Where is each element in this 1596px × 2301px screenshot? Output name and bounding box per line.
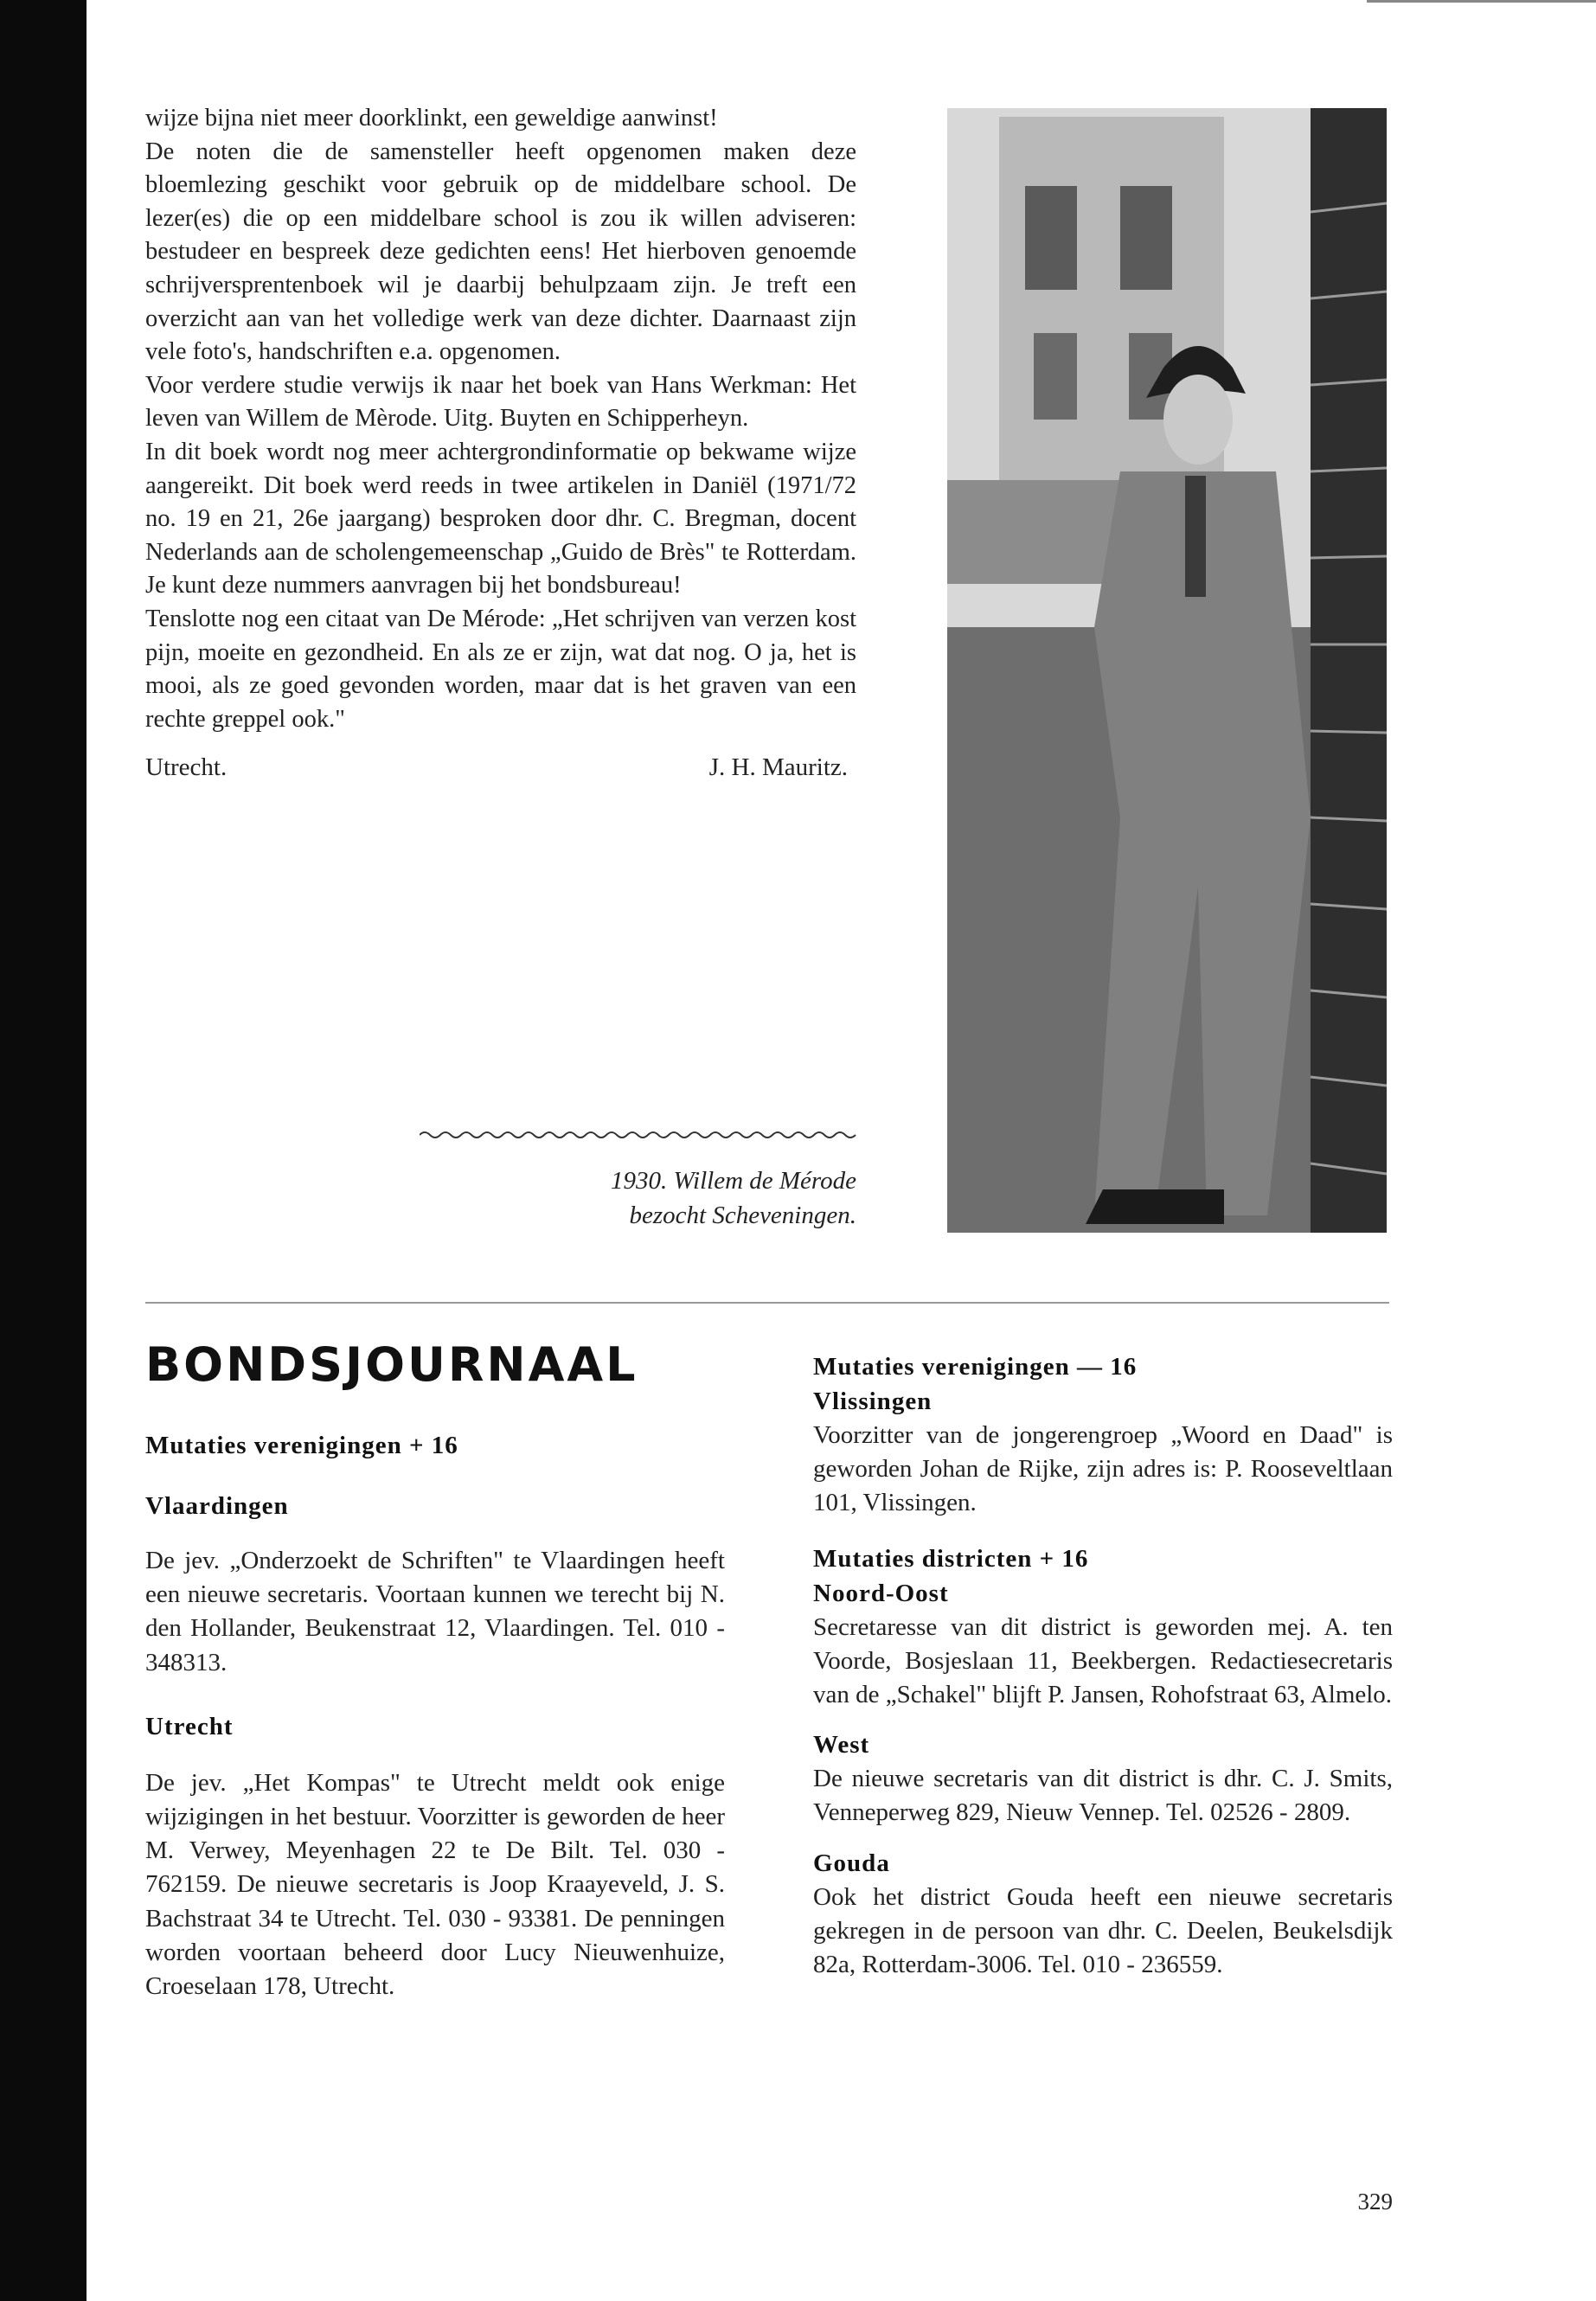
journal-left-column: [145, 1336, 725, 2003]
page-number: 329: [1357, 2189, 1393, 2214]
signature-row: [145, 750, 856, 785]
caption-line-1: 1930. Willem de Mérode: [610, 1167, 856, 1195]
wavy-divider: [420, 1129, 856, 1141]
top-edge-line: [1367, 0, 1596, 3]
heading-vlaardingen: Vlaardingen: [145, 1492, 289, 1520]
text-utrecht: De jev. „Het Kompas" te Utrecht meldt ook enige wijzigingen in het bestuur. Voorzitter is geworden de heer M. Verwey, Meyenhagen 22 te De Bilt. Tel. 030 - 762159. De nieuwe secretaris is Joop Kraayeveld, J. S. Bachstraat 34 te Utrecht. Tel. 030 - 93381. De penningen worden voortaan beheerd door Lucy Nieuwenhuize, Croeselaan 178, Utrecht.: [145, 1768, 725, 2001]
article-paragraph: Voor verdere studie verwijs ik naar het boek van Hans Werkman: Het leven van Willem de Mèrode. Uitg. Buyten en Schipperheyn.: [145, 371, 856, 433]
heading-mutaties-verenigingen-minus: Mutaties verenigingen — 16: [813, 1353, 1138, 1381]
article-paragraph: wijze bijna niet meer doorklinkt, een geweldige aanwinst!: [145, 105, 718, 131]
signature-author: J. H. Mauritz.: [708, 753, 848, 782]
heading-vlissingen: Vlissingen: [813, 1388, 933, 1415]
text-vlaardingen: De jev. „Onderzoekt de Schriften" te Vlaardingen heeft een nieuwe secretaris. Voortaan kunnen we terecht bij N. den Hollander, Beukenstraat 12, Vlaardingen. Tel. 010 - 348313.: [145, 1547, 725, 1676]
article-paragraph: Tenslotte nog een citaat van De Mérode: „Het schrijven van verzen kost pijn, moeite en gezondheid. En als ze er zijn, wat dat nog. O ja, het is mooi, als ze goed gevonden worden, maar dat is het graven van een rechte greppel ook.": [145, 605, 856, 733]
signature-place: Utrecht.: [145, 753, 228, 782]
article-text: [145, 102, 856, 785]
heading-gouda: Gouda: [813, 1849, 890, 1877]
text-noord-oost: Secretaresse van dit district is geworden mej. A. ten Voorde, Bosjeslaan 11, Beekbergen. Redactiesecretaris van de „Schakel" blijft P. Jansen, Rohofstraat 63, Almelo.: [813, 1612, 1393, 1709]
heading-mutaties-districten: Mutaties districten + 16: [813, 1544, 1089, 1573]
journal-right-column: [813, 1349, 1393, 1982]
journal-title: BONDSJOURNAAL: [145, 1337, 638, 1392]
text-west: De nieuwe secretaris van dit district is dhr. C. J. Smits, Venneperweg 829, Nieuw Vennep. Tel. 02526 - 2809.: [813, 1765, 1393, 1827]
heading-noord-oost: Noord-Oost: [813, 1579, 949, 1607]
article-paragraph: De noten die de samensteller heeft opgenomen maken deze bloemlezing geschikt voor gebruik op de middelbare school. De lezer(es) die op een middelbare school is zou ik willen adviseren: bestudeer en bespreek deze gedichten eens! Het hierboven genoemde schrijversprentenboek wil je daarbij behulpzaam zijn. Je treft een overzicht aan van het volledige werk van deze dichter. Daarnaast zijn vele foto's, handschriften e.a. opgenomen.: [145, 138, 856, 366]
text-gouda: Ook het district Gouda heeft een nieuwe secretaris gekregen in de persoon van dhr. C. Deelen, Beukelsdijk 82a, Rotterdam-3006. Tel. 010 - 236559.: [813, 1882, 1393, 1979]
article-paragraph: In dit boek wordt nog meer achtergrondinformatie op bekwame wijze aangereikt. Dit boek werd reeds in twee artikelen in Daniël (1971/72 no. 19 en 21, 26e jaargang) besproken door dhr. C. Bregman, docent Nederlands aan de scholengemeenschap „Guido de Brès" te Rotterdam. Je kunt deze nummers aanvragen bij het bondsbureau!: [145, 438, 856, 599]
heading-utrecht: Utrecht: [145, 1712, 234, 1740]
caption-line-2: bezocht Scheveningen.: [629, 1202, 856, 1229]
section-rule: [145, 1302, 1389, 1304]
photo-willem-de-merode: [947, 108, 1387, 1233]
text-vlissingen: Voorzitter van de jongerengroep „Woord en Daad" is geworden Johan de Rijke, zijn adres is: P. Rooseveltlaan 101, Vlissingen.: [813, 1421, 1393, 1517]
heading-mutaties-verenigingen-plus: Mutaties verenigingen + 16: [145, 1432, 458, 1459]
photo-caption: [484, 1163, 856, 1233]
page-spine-shadow: [0, 0, 87, 2301]
heading-west: West: [813, 1731, 870, 1759]
